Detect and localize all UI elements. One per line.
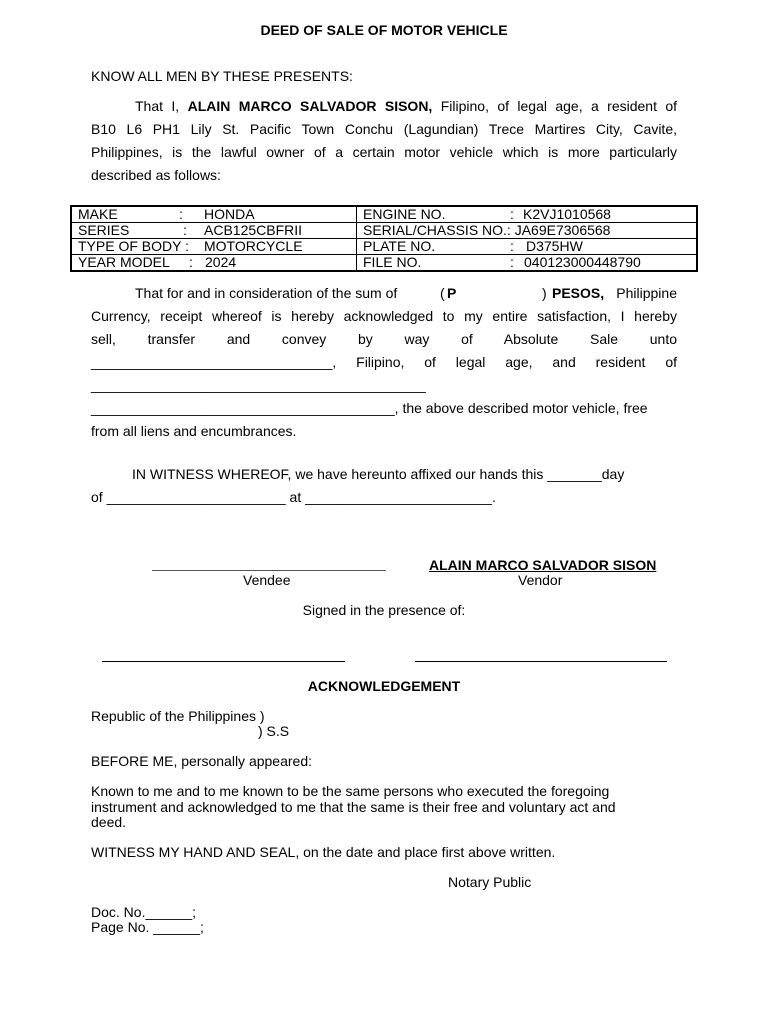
year-colon: : [189, 254, 193, 270]
p2-line-7: from all liens and encumbrances. [91, 423, 297, 439]
serial-value: JA69E7306568 [514, 222, 611, 238]
file-label: FILE NO. [363, 254, 422, 270]
engine-colon: : [510, 206, 514, 222]
known-line-3: deed. [91, 814, 127, 830]
vendee-signature-line [152, 570, 386, 571]
year-label: YEAR MODEL [78, 254, 170, 270]
known-line-1: Known to me and to me known to be the same persons who executed the foregoing [91, 783, 610, 799]
engine-value: K2VJ1010568 [523, 206, 611, 222]
series-value: ACB125CBFRII [204, 222, 303, 238]
witness-line-1: IN WITNESS WHEREOF, we have hereunto affixed our hands this _______day [132, 466, 625, 482]
ownership-paragraph [91, 95, 677, 187]
price-prefix: P [447, 285, 457, 301]
ss-line: ) S.S [258, 723, 290, 739]
year-cell [71, 255, 357, 272]
p1-line-3: Philippines, is the lawful owner of a certain motor vehicle which is more particularly [91, 144, 677, 160]
notary-public-label: Notary Public [448, 874, 532, 890]
p1-text: That I, [135, 98, 180, 114]
file-value: 040123000448790 [524, 254, 641, 270]
p2-line-3: sell, transfer and convey by way of Absolute Sale unto [91, 331, 677, 347]
doc-no-line: Doc. No.______; [91, 904, 197, 920]
p2-close-paren: ) [542, 285, 547, 301]
make-cell [71, 206, 357, 223]
witness-line-2: of _______________________ at ________________________. [91, 489, 496, 505]
p2-text-b: Philippine [616, 285, 677, 301]
file-cell [357, 255, 698, 272]
p1-text-b: Filipino, of legal age, a resident of [440, 98, 678, 114]
serial-label: SERIAL/CHASSIS NO.: [363, 222, 511, 238]
intro-heading: KNOW ALL MEN BY THESE PRESENTS: [91, 68, 353, 84]
witness-hand-seal: WITNESS MY HAND AND SEAL, on the date and place first above written. [91, 844, 556, 860]
make-value: HONDA [204, 206, 255, 222]
series-colon: : [183, 222, 187, 238]
series-cell [71, 223, 357, 239]
series-label: SERIES [78, 222, 130, 238]
acknowledgement-heading: ACKNOWLEDGEMENT [307, 678, 461, 694]
body-cell [71, 239, 357, 255]
p2-line-6: _______________________________________, the above described motor vehicle, free [91, 400, 648, 416]
vendor-label: Vendor [518, 572, 563, 588]
file-colon: : [510, 254, 514, 270]
plate-cell [357, 239, 698, 255]
table-row [71, 239, 697, 255]
known-line-2: instrument and acknowledged to me that the same is their free and voluntary act and [91, 799, 616, 815]
body-label: TYPE OF BODY : [78, 238, 189, 254]
document-title: DEED OF SALE OF MOTOR VEHICLE [260, 22, 508, 38]
p2-line-4: _______________________________, Filipino, of legal age, and resident of [91, 354, 677, 370]
pesos-label: PESOS, [552, 285, 605, 301]
p1-line-4: described as follows: [91, 167, 221, 183]
witness-signature-line-1 [102, 661, 345, 662]
make-label: MAKE [78, 206, 118, 222]
p2-open-paren: ( [440, 285, 445, 301]
page-no-line: Page No. ______; [91, 919, 204, 935]
serial-cell [357, 223, 698, 239]
consideration-paragraph [91, 282, 677, 443]
seller-name: ALAIN MARCO SALVADOR SISON, [187, 98, 433, 114]
witness-signature-line-2 [415, 661, 667, 662]
plate-label: PLATE NO. [363, 238, 436, 254]
plate-colon: : [510, 238, 514, 254]
body-value: MOTORCYCLE [204, 238, 303, 254]
year-value: 2024 [205, 254, 237, 270]
presence-label: Signed in the presence of: [302, 602, 466, 618]
p1-line-1 [91, 95, 677, 118]
table-row [71, 206, 697, 223]
engine-label: ENGINE NO. [363, 206, 446, 222]
p2-line-5: ___________________________________________ [91, 377, 426, 393]
table-row [71, 223, 697, 239]
make-colon: : [179, 206, 183, 222]
vehicle-details-table [70, 205, 698, 272]
plate-value: D375HW [526, 238, 583, 254]
p2-line-2: Currency, receipt whereof is hereby acknowledged to my entire satisfaction, I hereby [91, 308, 677, 324]
republic-line: Republic of the Philippines ) [91, 708, 265, 724]
p1-line-2: B10 L6 PH1 Lily St. Pacific Town Conchu (Lagundian) Trece Martires City, Cavite, [91, 121, 677, 137]
table-row [71, 255, 697, 272]
p2-text-a: That for and in consideration of the sum of [135, 285, 398, 301]
vendee-label: Vendee [243, 572, 291, 588]
vendor-name: ALAIN MARCO SALVADOR SISON [429, 557, 657, 573]
p2-line-1 [91, 282, 677, 305]
before-me-line: BEFORE ME, personally appeared: [91, 753, 312, 769]
engine-cell [357, 206, 698, 223]
